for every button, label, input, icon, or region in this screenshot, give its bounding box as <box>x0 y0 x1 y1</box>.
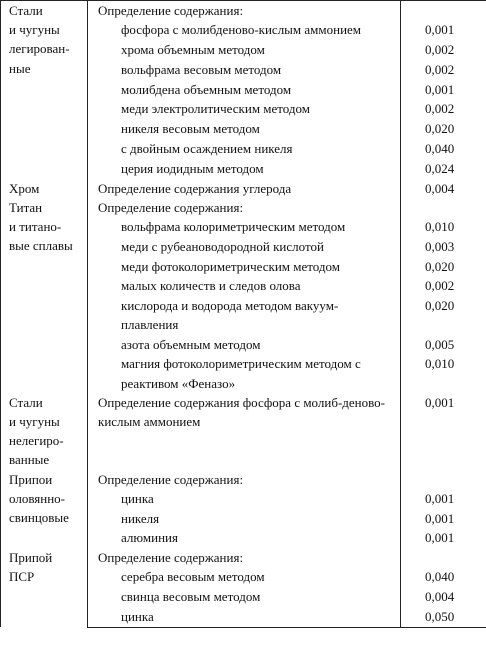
value-cell <box>401 1 486 21</box>
method-text: азота объемным методом <box>88 335 401 355</box>
value-cell: 0,024 <box>401 159 486 179</box>
method-text: меди электролитическим методом <box>88 99 401 119</box>
value-cell: 0,004 <box>401 587 486 607</box>
material-line: свинцовые <box>9 510 69 525</box>
table-row <box>1 198 486 217</box>
material-line: Стали <box>9 3 43 18</box>
value-cell: 0,020 <box>401 257 486 277</box>
material-line: и чугуны <box>9 22 60 38</box>
group-heading: Определение содержания углерода <box>88 179 401 198</box>
value-cell <box>401 470 486 489</box>
method-text: с двойным осаждением никеля <box>88 139 401 159</box>
value-cell <box>401 198 486 217</box>
method-text: малых количеств и следов олова <box>88 276 401 296</box>
method-text: фосфора с молибденово-кислым аммонием <box>88 20 401 40</box>
method-text: меди с рубеановодородной кислотой <box>88 237 401 257</box>
table-row <box>1 1 486 21</box>
value-cell: 0,040 <box>401 567 486 587</box>
material-cell <box>1 393 88 470</box>
material-line: Хром <box>9 180 40 196</box>
value-cell: 0,040 <box>401 139 486 159</box>
method-text: молибдена объемным методом <box>88 80 401 100</box>
method-text: кислорода и водорода методом вакуум-плавления <box>88 296 401 334</box>
value-cell: 0,005 <box>401 335 486 355</box>
value-cell <box>401 548 486 567</box>
value-cell: 0,002 <box>401 40 486 60</box>
value-cell: 0,002 <box>401 60 486 80</box>
material-line: нелегиро- <box>9 433 64 449</box>
method-text: алюминия <box>88 528 401 548</box>
value-cell: 0,020 <box>401 119 486 139</box>
group-heading: Определение содержания: <box>88 1 401 21</box>
material-line: ПСР <box>9 569 35 585</box>
method-text: меди фотоколориметрическим методом <box>88 257 401 277</box>
table-row <box>1 548 486 567</box>
method-text: магния фотоколориметрическим методом с реактивом «Феназо» <box>88 354 401 392</box>
material-line: Стали <box>9 394 43 410</box>
method-text: никеля весовым методом <box>88 119 401 139</box>
material-line: ные <box>9 60 31 76</box>
material-cell <box>1 198 88 393</box>
material-line: Припои <box>9 471 53 487</box>
table-row <box>1 470 486 489</box>
table-row <box>1 179 486 198</box>
material-line: легирован- <box>9 41 70 57</box>
material-line: и чугуны <box>9 413 60 429</box>
material-line: Титан <box>9 199 43 215</box>
value-cell: 0,003 <box>401 237 486 257</box>
value-cell: 0,001 <box>401 509 486 529</box>
group-heading: Определение содержания: <box>88 198 401 217</box>
value-cell: 0,001 <box>401 80 486 100</box>
group-heading: Определение содержания фосфора с молиб-деново-кислым аммонием <box>88 393 401 470</box>
value-cell: 0,002 <box>401 99 486 119</box>
value-cell: 0,010 <box>401 354 486 392</box>
material-line: Припой <box>9 550 53 566</box>
value-cell: 0,001 <box>401 20 486 40</box>
method-text: церия иодидным методом <box>88 159 401 179</box>
material-line: ванные <box>9 452 50 468</box>
material-line: оловянно- <box>9 490 66 506</box>
value-cell: 0,002 <box>401 276 486 296</box>
value-cell: 0,010 <box>401 217 486 237</box>
method-text: свинца весовым методом <box>88 587 401 607</box>
material-line: и титано- <box>9 218 62 234</box>
group-heading: Определение содержания: <box>88 470 401 489</box>
method-text: серебра весовым методом <box>88 567 401 587</box>
method-text: хрома объемным методом <box>88 40 401 60</box>
method-text: цинка <box>88 607 401 627</box>
value-cell: 0,001 <box>401 393 486 470</box>
value-cell: 0,001 <box>401 489 486 509</box>
material-cell <box>1 548 88 627</box>
value-cell: 0,004 <box>401 179 486 198</box>
method-text: вольфрама колориметрическим методом <box>88 217 401 237</box>
material-line: вые сплавы <box>9 238 73 254</box>
method-text: вольфрама весовым методом <box>88 60 401 80</box>
value-cell: 0,050 <box>401 607 486 627</box>
table-row <box>1 393 486 470</box>
group-heading: Определение содержания: <box>88 548 401 567</box>
method-text: цинка <box>88 489 401 509</box>
material-cell <box>1 1 88 179</box>
material-cell <box>1 470 88 549</box>
method-text: никеля <box>88 509 401 529</box>
material-cell <box>1 179 88 198</box>
value-cell: 0,001 <box>401 528 486 548</box>
value-cell: 0,020 <box>401 296 486 334</box>
